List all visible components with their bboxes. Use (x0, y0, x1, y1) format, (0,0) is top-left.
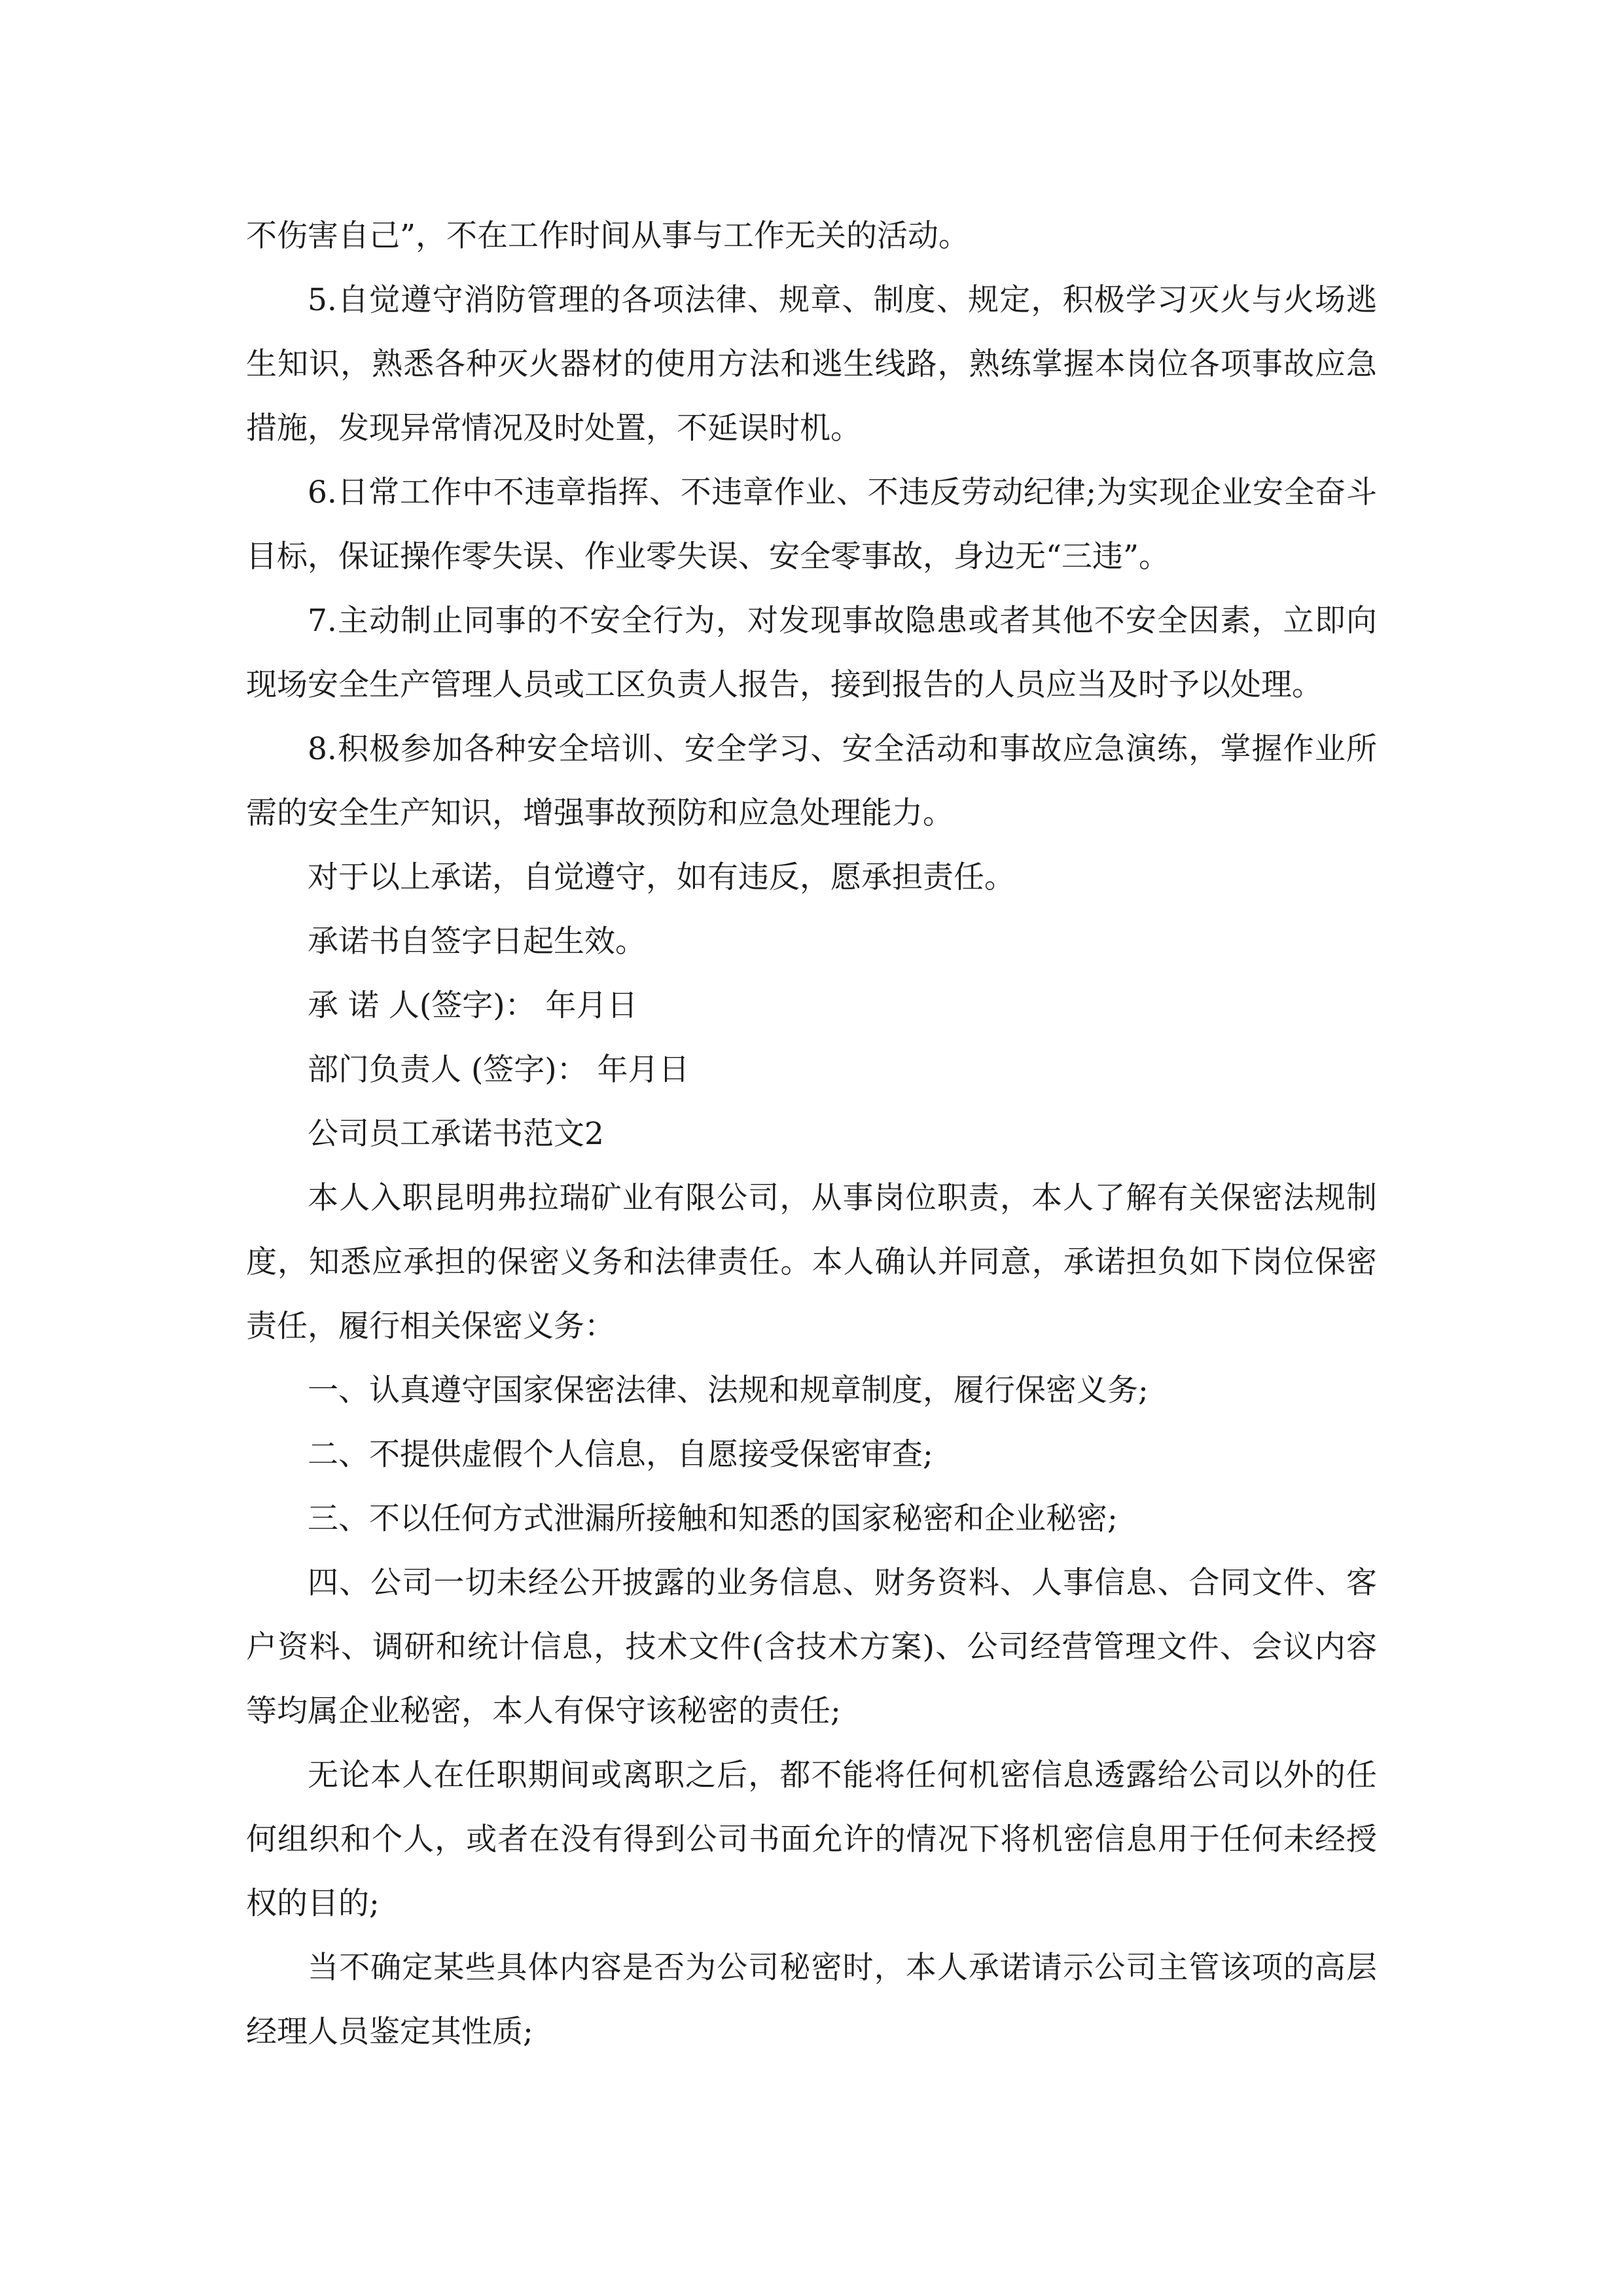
section-title: 公司员工承诺书范文2 (308, 1116, 604, 1152)
paragraph-item-7: 7.主动制止同事的不安全行为，对发现事故隐患或者其他不安全因素，立即向现场安全生产管理人员或工区负责人报告，接到报告的人员应当及时予以处理。 (246, 603, 1377, 703)
paragraph-clause-2: 二、不提供虚假个人信息，自愿接受保密审查; (308, 1437, 933, 1473)
paragraph-clause-3: 三、不以任何方式泄漏所接触和知悉的国家秘密和企业秘密; (308, 1501, 1118, 1537)
paragraph-item-8: 8.积极参加各种安全培训、安全学习、安全活动和事故应急演练，掌握作业所需的安全生产知识，增强事故预防和应急处理能力。 (246, 731, 1377, 831)
paragraph-confidentiality: 无论本人在任职期间或离职之后，都不能将任何机密信息透露给公司以外的任何组织和个人，或者在没有得到公司书面允许的情况下将机密信息用于任何未经授权的目的; (246, 1757, 1377, 1922)
paragraph-commitment: 对于以上承诺，自觉遵守，如有违反，愿承担责任。 (308, 859, 1015, 895)
paragraph-clause-4: 四、公司一切未经公开披露的业务信息、财务资料、人事信息、合同文件、客户资料、调研和统计信息，技术文件(含技术方案)、公司经营管理文件、会议内容等均属企业秘密，本人有保守该秘密的责任; (246, 1565, 1377, 1729)
document-page (246, 204, 1377, 2064)
paragraph-clause-1: 一、认真遵守国家保密法律、法规和规章制度，履行保密义务; (308, 1372, 1149, 1408)
signature-line-promisor: 承 诺 人(签字)： 年月日 (308, 988, 638, 1024)
paragraph-effective: 承诺书自签字日起生效。 (308, 924, 646, 960)
paragraph-1: 不伤害自己”，不在工作时间从事与工作无关的活动。 (246, 218, 970, 254)
paragraph-item-5: 5.自觉遵守消防管理的各项法律、规章、制度、规定，积极学习灭火与火场逃生知识，熟悉各种灭火器材的使用方法和逃生线路，熟练掌握本岗位各项事故应急措施，发现异常情况及时处置，不延误时机。 (246, 282, 1377, 446)
paragraph-intro: 本人入职昆明弗拉瑞矿业有限公司，从事岗位职责，本人了解有关保密法规制度，知悉应承担的保密义务和法律责任。本人确认并同意，承诺担负如下岗位保密责任，履行相关保密义务： (246, 1180, 1377, 1344)
signature-line-department-head: 部门负责人 (签字)： 年月日 (308, 1052, 690, 1088)
paragraph-uncertain: 当不确定某些具体内容是否为公司秘密时，本人承诺请示公司主管该项的高层经理人员鉴定其性质; (246, 1950, 1377, 2050)
paragraph-item-6: 6.日常工作中不违章指挥、不违章作业、不违反劳动纪律;为实现企业安全奋斗目标，保证操作零失误、作业零失误、安全零事故，身边无“三违”。 (246, 475, 1377, 575)
